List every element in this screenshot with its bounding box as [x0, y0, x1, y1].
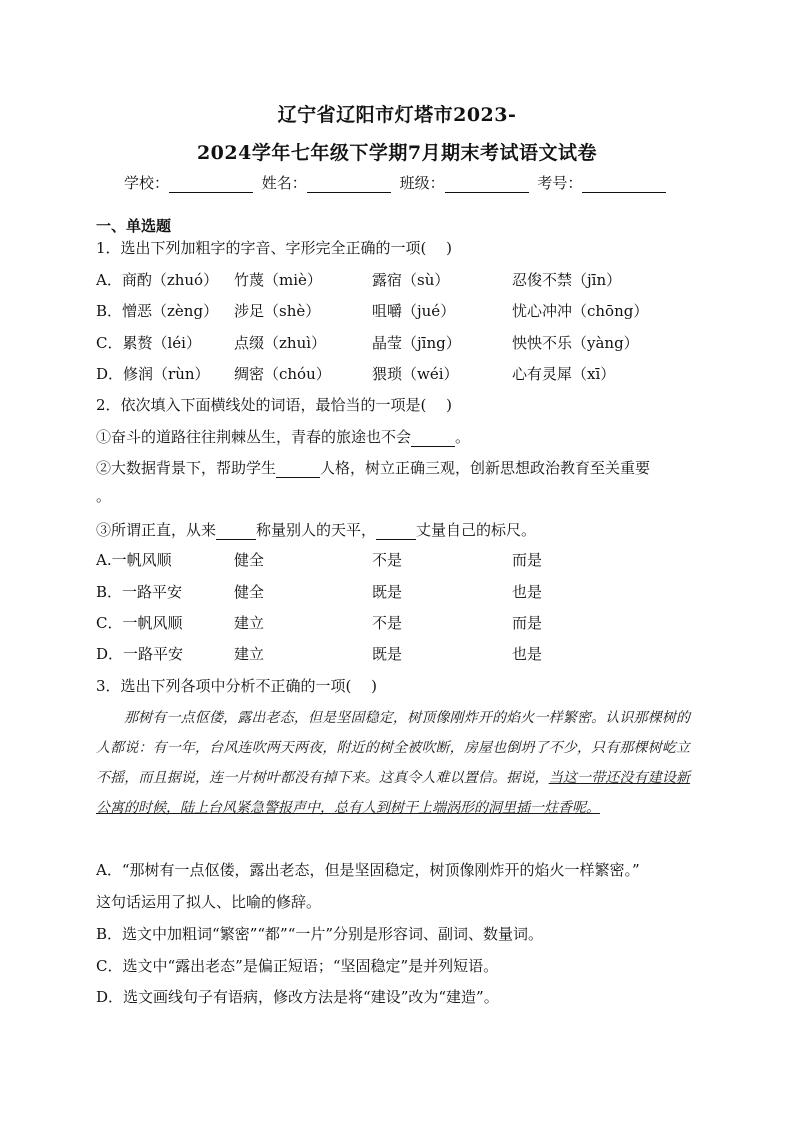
q2-option-d-1: D．一路平安: [96, 645, 184, 663]
q3-option-d: D．选文画线句子有语病，修改方法是将“建设”改为“建造”。: [96, 988, 499, 1006]
q2-s2-text: ②大数据背景下，帮助学生: [96, 459, 277, 477]
q1-option-b-4: 忧心冲冲（chōng）: [512, 302, 649, 320]
q2-blank-1[interactable]: [411, 432, 455, 447]
class-label: 班级：: [399, 174, 445, 192]
name-blank[interactable]: [307, 178, 391, 193]
q3-option-a-line2: 这句话运用了拟人、比喻的修辞。: [96, 893, 322, 911]
q1-option-a-4: 忍俊不禁（jīn）: [512, 271, 622, 289]
page-title-line1: 辽宁省辽阳市灯塔市2023-: [277, 104, 517, 126]
q2-option-b-4: 也是: [512, 583, 543, 601]
q1-option-d-1: D．修润（rùn）: [96, 365, 210, 383]
name-label: 姓名：: [261, 174, 307, 192]
q1-option-c-4: 怏怏不乐（yàng）: [512, 334, 639, 352]
q1-option-c-2: 点缀（zhuì）: [234, 334, 327, 352]
q2-s3-mid: 称量别人的天平，: [256, 521, 377, 539]
q2-option-d-4: 也是: [512, 645, 543, 663]
q1-option-d-4: 心有灵犀（xī）: [512, 365, 616, 383]
q1-option-a-3: 露宿（sù）: [372, 271, 450, 289]
q2-option-c-2: 建立: [234, 614, 265, 632]
page-title-line2: 2024学年七年级下学期7月期末考试语文试卷: [196, 142, 598, 164]
q2-blank-4[interactable]: [376, 525, 416, 540]
q2-s3-rest: 丈量自己的标尺。: [416, 521, 537, 539]
school-label: 学校：: [124, 174, 170, 192]
q2-s2-rest: 人格，树立正确三观，创新思想政治教育至关重要: [320, 459, 651, 477]
exam-no-label: 考号：: [537, 174, 583, 192]
q2-option-c-3: 不是: [372, 614, 403, 632]
class-blank[interactable]: [445, 178, 529, 193]
q2-s1-end: 。: [455, 428, 471, 446]
exam-no-blank[interactable]: [582, 178, 666, 193]
q2-blank-2[interactable]: [276, 463, 320, 478]
q3-option-c: C．选文中“露出老态”是偏正短语；“坚固稳定”是并列短语。: [96, 957, 499, 975]
q2-option-a-3: 不是: [372, 551, 403, 569]
q2-option-a-4: 而是: [512, 551, 543, 569]
section-heading: 一、单选题: [96, 217, 172, 235]
q2-option-a-2: 健全: [234, 551, 265, 569]
q1-option-b-3: 咀嚼（jué）: [372, 302, 456, 320]
q2-blank-3[interactable]: [216, 525, 256, 540]
student-info-line: [124, 172, 670, 193]
q2-sentence-2-tail: 。: [96, 487, 112, 505]
q2-s1-text: ①奋斗的道路往往荆棘丛生，青春的旅途也不会: [96, 428, 412, 446]
q2-option-b-3: 既是: [372, 583, 403, 601]
q2-option-d-2: 建立: [234, 645, 265, 663]
q1-option-d-3: 猥琐（wéi）: [372, 365, 459, 383]
q2-option-c-4: 而是: [512, 614, 543, 632]
school-blank[interactable]: [169, 178, 253, 193]
q1-option-c-1: C．累赘（léi）: [96, 334, 201, 352]
q2-option-a-1: A.一帆风顺: [96, 551, 172, 569]
q1-option-c-3: 晶莹（jīng）: [372, 334, 461, 352]
q2-sentence-2: [96, 458, 650, 478]
q3-option-b: B．选文中加粗词“繁密”“都”“一片”分别是形容词、副词、数量词。: [96, 925, 544, 943]
q2-option-c-1: C．一帆风顺: [96, 614, 183, 632]
q3-reading-passage: [96, 703, 690, 823]
q2-option-b-1: B．一路平安: [96, 583, 183, 601]
q3-option-a-line1: A．“那树有一点伛偻，露出老态，但是坚固稳定，树顶像刚炸开的焰火一样繁密。”: [96, 861, 640, 879]
q2-sentence-1: [96, 427, 470, 447]
q1-option-b-1: B．憎恶（zèng）: [96, 302, 219, 320]
q2-option-d-3: 既是: [372, 645, 403, 663]
question-2-stem: 2．依次填入下面横线处的词语，最恰当的一项是( ): [96, 396, 453, 414]
q1-option-a-2: 竹蔑（miè）: [234, 271, 322, 289]
q2-s3-text: ③所谓正直，从来: [96, 521, 217, 539]
q3-passage-underlined: 当这一带还没有建设新公寓的时候，陆上台风紧急警报声中，总有人到树干上端涡形的洞里插一炷香呢。: [96, 770, 691, 816]
question-1-stem: 1．选出下列加粗字的字音、字形完全正确的一项( ): [96, 239, 453, 257]
q1-option-b-2: 涉足（shè）: [234, 302, 321, 320]
q1-option-a-1: A．商酌（zhuó）: [96, 271, 219, 289]
question-3-stem: 3．选出下列各项中分析不正确的一项( ): [96, 677, 378, 695]
q3-passage-text: 那树有一点伛偻，露出老态，但是坚固稳定，树顶像刚炸开的焰火一样繁密。认识那棵树的人都说：有一年，台风连吹两天两夜，附近的树全被吹断，房屋也倒坍了不少，只有那棵树屹立不摇，而且据说，连一片树叶都没有掉下来。这真令人难以置信。据说，: [96, 710, 690, 786]
q1-option-d-2: 绸密（chóu）: [234, 365, 331, 383]
q2-option-b-2: 健全: [234, 583, 265, 601]
q2-sentence-3: [96, 520, 536, 540]
